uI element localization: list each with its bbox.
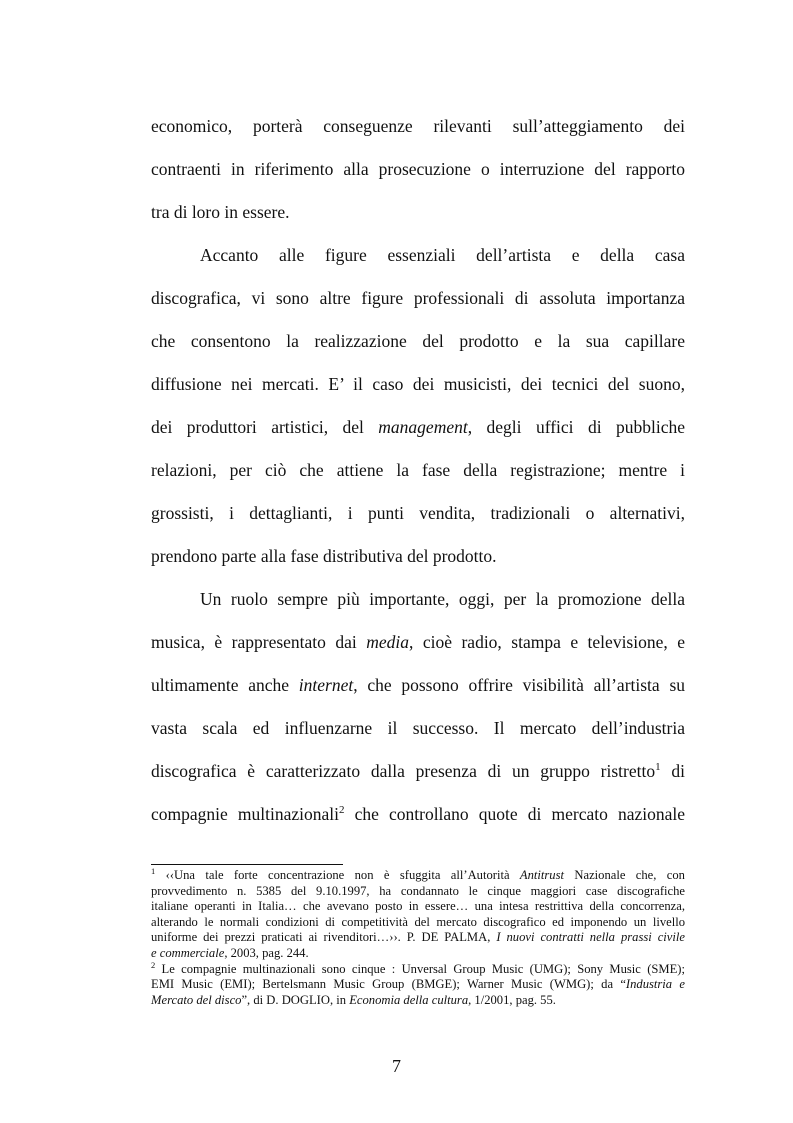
footnote-mark: 1 — [151, 865, 156, 876]
text-line: musica, è rappresentato dai media, cioè radio, stampa e televisione, e — [151, 632, 685, 652]
body-text — [151, 108, 685, 839]
footnote-1: $^1$ ‹‹Una tale forte concentrazione non è sfuggita all’Autorità Antitrust Nazionale che, con — [151, 865, 685, 882]
text-line: compagnie multinazionali$^2$ che controllano quote di mercato nazionale — [151, 804, 685, 824]
text-line: prendono parte alla fase distributiva del prodotto. — [151, 546, 497, 566]
footnote-line: provvedimento n. 5385 del 9.10.1997, ha condannato le cinque maggiori case discografiche — [151, 883, 685, 898]
text-line: economico, porterà conseguenze rilevanti sull’atteggiamento dei — [151, 116, 685, 136]
italic-term: internet — [298, 675, 354, 695]
text-line: che consentono la realizzazione del prodotto e la sua capillare — [151, 331, 685, 351]
footnote-ref-2[interactable]: 2 — [338, 804, 345, 817]
italic-term: media — [366, 632, 410, 652]
footnote-2: $^2$ Le compagnie multinazionali sono cinque : Unversal Group Music (UMG); Sony Music (SME); — [151, 959, 685, 976]
text-line: discografica è caratterizzato dalla presenza di un gruppo ristretto$^1$ di — [151, 761, 685, 781]
footnote-line: Mercato del disco”, di D. DOGLIO, in Economia della cultura, 1/2001, pag. 55. — [151, 992, 556, 1007]
paragraph-3-start: Un ruolo sempre più importante, oggi, per la promozione della — [200, 589, 685, 609]
text-line: contraenti in riferimento alla prosecuzione o interruzione del rapporto — [151, 159, 685, 179]
text-line: vasta scala ed influenzarne il successo. Il mercato dell’industria — [151, 718, 685, 738]
paragraph-2-start: Accanto alle figure essenziali dell’artista e della casa — [200, 245, 685, 265]
footnote-line: italiane operanti in Italia… che avevano posto in essere… una intesa restrittiva della concorrenza, — [151, 899, 685, 914]
text-line: tra di loro in essere. — [151, 202, 290, 222]
italic-term: management — [378, 417, 468, 437]
footnote-line: EMI Music (EMI); Bertelsmann Music Group (BMGE); Warner Music (WMG); da “Industria e — [151, 977, 685, 992]
footnotes — [151, 865, 685, 1008]
footnote-ref-1[interactable]: 1 — [655, 761, 661, 774]
footnote-line: e commerciale, 2003, pag. 244. — [151, 945, 309, 960]
text-line: discografica, vi sono altre figure professionali di assoluta importanza — [151, 288, 685, 308]
footnote-line: alterando le normali condizioni di competitività del mercato discografico ed imponendo un livello — [151, 914, 685, 929]
text-line: grossisti, i dettaglianti, i punti vendita, tradizionali o alternativi, — [151, 503, 685, 523]
text-line: relazioni, per ciò che attiene la fase della registrazione; mentre i — [151, 460, 685, 480]
footnote-mark: 2 — [151, 959, 156, 970]
page-number: 7 — [392, 1056, 401, 1076]
footnote-line: uniforme dei prezzi praticati ai rivenditori…››. P. DE PALMA, I nuovi contratti nella prassi civile — [151, 930, 685, 945]
footnote-separator — [151, 864, 343, 865]
text-line: dei produttori artistici, del management, degli uffici di pubbliche — [151, 417, 685, 437]
text-line: ultimamente anche internet, che possono offrire visibilità all’artista su — [151, 675, 685, 695]
text-line: diffusione nei mercati. E’ il caso dei musicisti, dei tecnici del suono, — [151, 374, 685, 394]
